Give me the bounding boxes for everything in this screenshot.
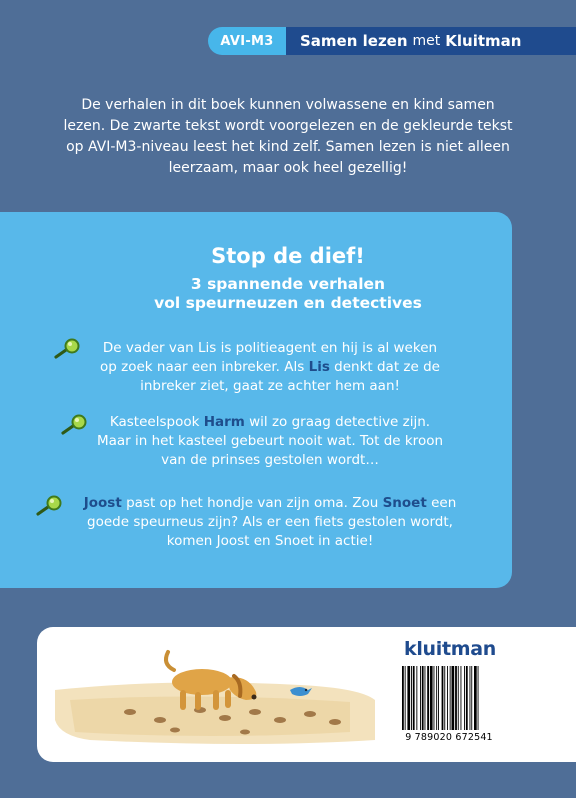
story-summary-2: [60, 413, 480, 470]
story-line: van de prinses gestolen wordt…: [161, 452, 379, 468]
series-name-connector: met: [412, 33, 441, 49]
story-line: [60, 358, 480, 377]
intro-text: [40, 95, 536, 179]
story-summary-1: [60, 339, 480, 396]
story-text: denkt dat ze de: [329, 359, 440, 375]
isbn-number: 9 789020 672541: [405, 732, 493, 743]
character-name-snoet: Snoet: [382, 495, 427, 511]
story-text: wil zo graag detective zijn.: [244, 414, 431, 430]
story-text: Kasteelspook: [109, 414, 204, 430]
subtitle-line: 3 spannende verhalen: [190, 275, 386, 293]
barcode: [400, 666, 500, 730]
story-text: op zoek naar een inbreker. Als: [100, 359, 309, 375]
series-name-part-1: Samen lezen: [300, 32, 408, 50]
character-name-harm: Harm: [203, 414, 245, 430]
book-title: Stop de dief!: [211, 244, 365, 268]
series-banner: [208, 27, 576, 55]
intro-line: De verhalen in dit boek kunnen volwassene en kind samen: [81, 97, 495, 113]
dog-illustration: [50, 640, 380, 750]
avi-level-badge: AVI-M3: [208, 27, 286, 55]
character-name-lis: Lis: [308, 359, 330, 375]
story-line: [60, 494, 480, 513]
story-line: komen Joost en Snoet in actie!: [166, 533, 374, 549]
book-subtitle: [0, 275, 576, 313]
story-line: De vader van Lis is politieagent en hij is al weken: [102, 340, 438, 356]
story-text: een: [426, 495, 457, 511]
intro-line: lezen. De zwarte tekst wordt voorgelezen en de gekleurde tekst: [63, 118, 513, 134]
story-summary-3: [60, 494, 480, 551]
story-line: [60, 413, 480, 432]
series-name: [286, 27, 576, 55]
story-line: goede speurneus zijn? Als er een fiets gestolen wordt,: [87, 514, 453, 530]
story-line: inbreker ziet, gaat ze achter hem aan!: [140, 378, 400, 394]
series-name-part-2: Kluitman: [445, 32, 522, 50]
story-line: Maar in het kasteel gebeurt nooit wat. Tot de kroon: [96, 433, 444, 449]
intro-line: leerzaam, maar ook heel gezellig!: [168, 160, 408, 176]
subtitle-line: vol speurneuzen en detectives: [154, 294, 422, 312]
intro-line: op AVI-M3-niveau leest het kind zelf. Samen lezen is niet alleen: [66, 139, 510, 155]
publisher-logo: kluitman: [403, 638, 496, 660]
story-text: past op het hondje van zijn oma. Zou: [121, 495, 383, 511]
character-name-joost: Joost: [83, 495, 122, 511]
